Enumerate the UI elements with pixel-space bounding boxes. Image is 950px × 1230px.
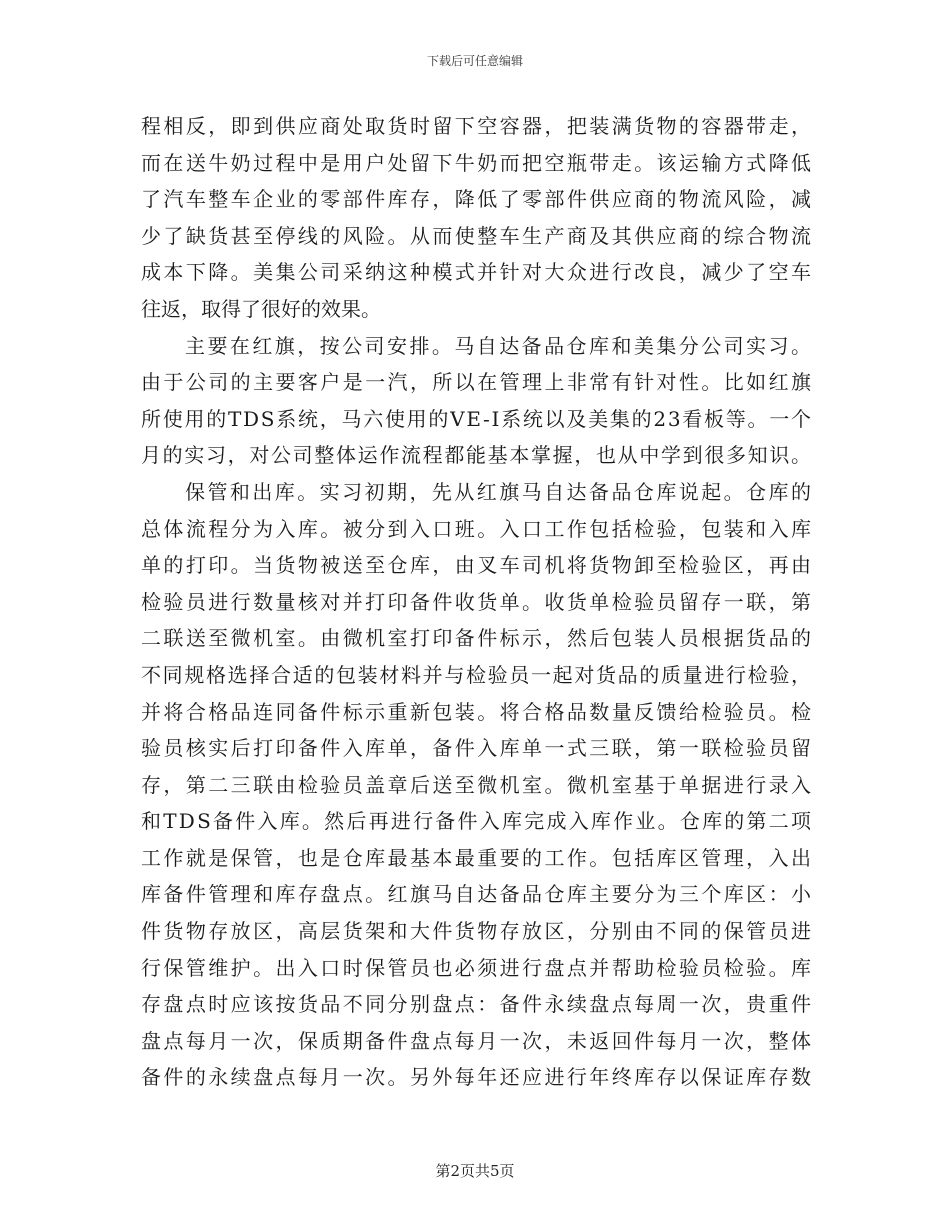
paragraph-line: 检验员进行数量核对并打印备件收货单。收货单检验员留存一联，第 xyxy=(141,589,814,614)
paragraph-line: 而在送牛奶过程中是用户处留下牛奶而把空瓶带走。该运输方式降低 xyxy=(141,150,814,175)
paragraph-line: 件货物存放区，高层货架和大件货物存放区，分别由不同的保管员进 xyxy=(141,919,814,944)
paragraph-line: 保管和出库。实习初期，先从红旗马自达备品仓库说起。仓库的 xyxy=(185,479,814,504)
paragraph-line: 备件的永续盘点每月一次。另外每年还应进行年终库存以保证库存数 xyxy=(141,1065,814,1090)
paragraph-line: 不同规格选择合适的包装材料并与检验员一起对货品的质量进行检验， xyxy=(141,662,813,687)
paragraph-line: 存，第二三联由检验员盖章后送至微机室。微机室基于单据进行录入 xyxy=(141,772,814,797)
body-text xyxy=(141,108,814,1096)
paragraph-line: 往返，取得了很好的效果。 xyxy=(141,296,381,321)
paragraph-line: 单的打印。当货物被送至仓库，由叉车司机将货物卸至检验区，再由 xyxy=(141,553,814,578)
paragraph-line: 和TDS备件入库。然后再进行备件入库完成入库作业。仓库的第二项 xyxy=(141,809,814,834)
paragraph-line: 二联送至微机室。由微机室打印备件标示，然后包装人员根据货品的 xyxy=(141,626,814,651)
paragraph-line: 成本下降。美集公司采纳这种模式并针对大众进行改良，减少了空车 xyxy=(141,260,814,285)
page-header: 下载后可任意编辑 xyxy=(426,54,523,68)
paragraph-line: 库备件管理和库存盘点。红旗马自达备品仓库主要分为三个库区：小 xyxy=(141,882,814,907)
paragraph-line: 工作就是保管，也是仓库最基本最重要的工作。包括库区管理，入出 xyxy=(141,845,814,870)
paragraph-line: 盘点每月一次，保质期备件盘点每月一次，未返回件每月一次，整体 xyxy=(141,1028,814,1053)
paragraph-line: 验员核实后打印备件入库单，备件入库单一式三联，第一联检验员留 xyxy=(141,736,814,761)
paragraph-line: 了汽车整车企业的零部件库存，降低了零部件供应商的物流风险，减 xyxy=(141,187,814,212)
paragraph-line: 月的实习，对公司整体运作流程都能基本掌握，也从中学到很多知识。 xyxy=(141,443,813,468)
paragraph-line: 少了缺货甚至停线的风险。从而使整车生产商及其供应商的综合物流 xyxy=(141,223,814,248)
paragraph-line: 总体流程分为入库。被分到入口班。入口工作包括检验，包装和入库 xyxy=(141,516,814,541)
paragraph-line: 程相反，即到供应商处取货时留下空容器，把装满货物的容器带走， xyxy=(141,114,814,138)
paragraph-line: 并将合格品连同备件标示重新包装。将合格品数量反馈给检验员。检 xyxy=(141,699,814,724)
paragraph-line: 行保管维护。出入口时保管员也必须进行盘点并帮助检验员检验。库 xyxy=(141,955,814,980)
paragraph-line: 所使用的TDS系统，马六使用的VE-I系统以及美集的23看板等。一个 xyxy=(141,406,813,431)
paragraph-line: 由于公司的主要客户是一汽，所以在管理上非常有针对性。比如红旗 xyxy=(141,370,814,395)
paragraph-line: 主要在红旗，按公司安排。马自达备品仓库和美集分公司实习。 xyxy=(185,333,814,358)
page-footer: 第2页共5页 xyxy=(435,1162,515,1180)
paragraph-line: 存盘点时应该按货品不同分别盘点：备件永续盘点每周一次，贵重件 xyxy=(141,992,814,1017)
